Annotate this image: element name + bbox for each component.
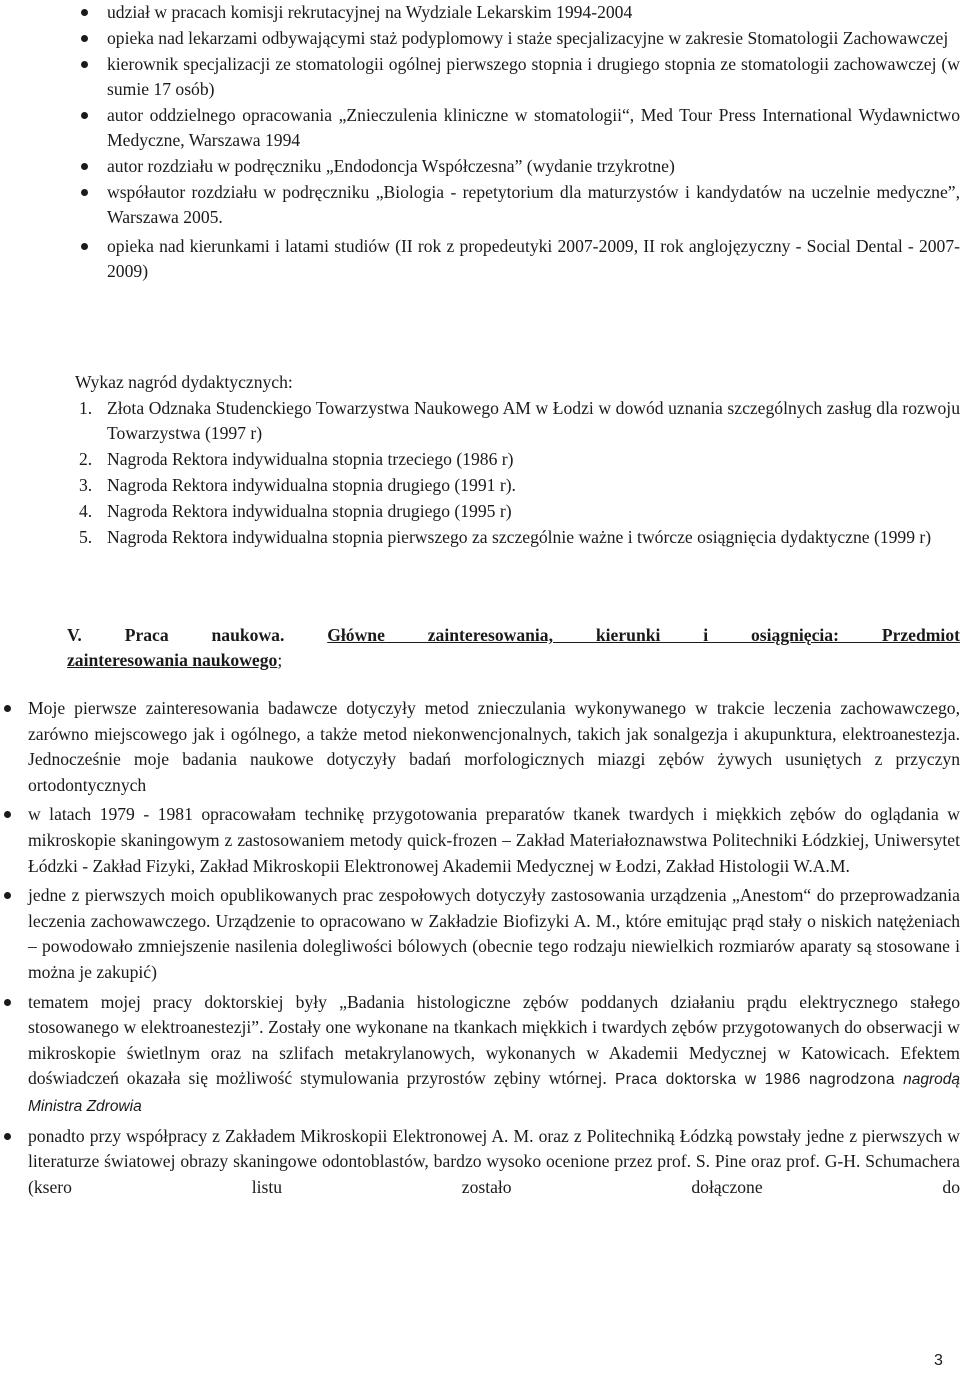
list-item [28,883,960,985]
research-text: w latach 1979 - 1981 opracowałam technikę przygotowania preparatów tkanek twardych i miękkich zębów do oglądania w mikroskopie skaningowym z zastosowaniem metody quick-frozen – Zakład Materiałoznawstwa Politechniki Łódzkiej, Uniwersytet Łódzki - Zakład Fizyki, Zakład Mikroskopii Elektronowej Akademii Medycznej w Łodzi, Zakład Histologii W.A.M. [28,804,960,876]
list-item [28,802,960,879]
section-subtitle-continued: zainteresowania naukowego [67,650,278,670]
list-item: opieka nad kierunkami i latami studiów (II rok z propedeutyki 2007-2009, II rok anglojęzyczny - Social Dental - 2007-2009) [107,231,960,284]
list-item [28,1124,960,1201]
award-text: Nagroda Rektora indywidualna stopnia drugiego (1995 r) [107,501,512,521]
list-item [28,696,960,798]
research-text-italic: nagrodą Ministra Zdrowia [28,1071,960,1115]
research-list [28,696,960,1204]
section-subtitle: Główne zainteresowania, kierunki i osiągnięcia: Przedmiot [327,625,960,645]
award-text: Złota Odznaka Studenckiego Towarzystwa Naukowego AM w Łodzi w dowód uznania szczególnych zasług dla rozwoju Towarzystwa (1997 r) [107,398,960,443]
award-item [79,396,960,446]
award-text: Nagroda Rektora indywidualna stopnia trzeciego (1986 r) [107,449,514,469]
section-lead: V. Praca naukowa. [67,625,285,645]
section-heading [67,623,960,673]
award-number: 3. [79,475,93,495]
page-number: 3 [934,1352,943,1369]
list-item [28,990,960,1120]
research-text: ponadto przy współpracy z Zakładem Mikroskopii Elektronowej A. M. oraz z Politechniką Łódzką powstały jedne z pierwszych w literaturze światowej obrazy skaningowe odontoblastów, bardzo wysoko ocenione przez prof. S. Pine oraz prof. G-H. Schumachera (ksero listu zostało dołączone do [28,1125,960,1197]
list-item: udział w pracach komisji rekrutacyjnej na Wydziale Lekarskim 1994-2004 [107,0,960,25]
research-text: jedne z pierwszych moich opublikowanych prac zespołowych dotyczyły zastosowania urządzenia „Anestom“ do przeprowadzania leczenia zachowawczego. Urządzenie to opracowano w Zakładzie Biofizyki A. M., które emitując prąd stały o niskich natężeniach – powodowało zmniejszenie nasilenia dolegliwości bólowych (obecnie tego rodzaju niewielkich rozmiarów aparaty są stosowane i można je zakupić) [28,885,960,982]
award-number: 2. [79,449,93,469]
research-text: tematem mojej pracy doktorskiej były „Badania histologiczne zębów poddanych działaniu prądu elektrycznego stałego stosowanego w elektroanestezji”. Zostały one wykonane na tkankach miękkich i twardych zębów przygotowanych do obserwacji w mikroskopie świetlnym oraz na szlifach metakrylanowych, wykonanych w Akademii Medycznej w Katowicach. Efektem doświadczeń okazała się możliwość stymulowania przyrostów zębiny wtórnej. [28,991,960,1089]
section-heading-line [67,623,960,648]
award-item [79,447,960,472]
teaching-activity-list [107,0,960,285]
award-item [79,525,960,550]
list-item: współautor rozdziału w podręczniku „Biologia - repetytorium dla maturzystów i kandydatów na uczelnie medyczne”, Warszawa 2005. [107,180,960,230]
list-item: autor rozdziału w podręczniku „Endodoncja Współczesna” (wydanie trzykrotne) [107,154,960,179]
award-number: 1. [79,398,93,418]
list-item: opieka nad lekarzami odbywającymi staż podyplomowy i staże specjalizacyjne w zakresie Stomatologii Zachowawczej [107,26,960,51]
list-item: autor oddzielnego opracowania „Znieczulenia kliniczne w stomatologii“, Med Tour Press International Wydawnictwo Medyczne, Warszawa 1994 [107,103,960,153]
research-text: Moje pierwsze zainteresowania badawcze dotyczyły metod znieczulania wykonywanego w trakcie leczenia zachowawczego, zarówno miejscowego jak i ogólnego, a także metod niekonwencjonalnych, takich jak sonalgezja i akupunktura, elektroanestezja. [28,698,960,744]
section-punctuation: ; [277,650,283,670]
awards-list [79,396,960,551]
award-text: Nagroda Rektora indywidualna stopnia pierwszego za szczególnie ważne i twórcze osiągnięcia dydaktyczne (1999 r) [107,527,932,547]
awards-heading: Wykaz nagród dydaktycznych: [75,372,293,392]
award-item [79,499,960,524]
award-number: 4. [79,501,93,521]
award-number: 5. [79,527,93,547]
list-item: kierownik specjalizacji ze stomatologii ogólnej pierwszego stopnia i drugiego stopnia ze stomatologii zachowawczej (w sumie 17 osób) [107,52,960,102]
award-text: Nagroda Rektora indywidualna stopnia drugiego (1991 r). [107,475,516,495]
award-item [79,473,960,498]
research-text: Praca doktorska w 1986 nagrodzona [606,1071,904,1089]
research-text: Jednocześnie moje badania naukowe dotyczyły badań morfologicznych miazgi zębów żywych usuniętych z przyczyn ortodontycznych [28,749,960,795]
